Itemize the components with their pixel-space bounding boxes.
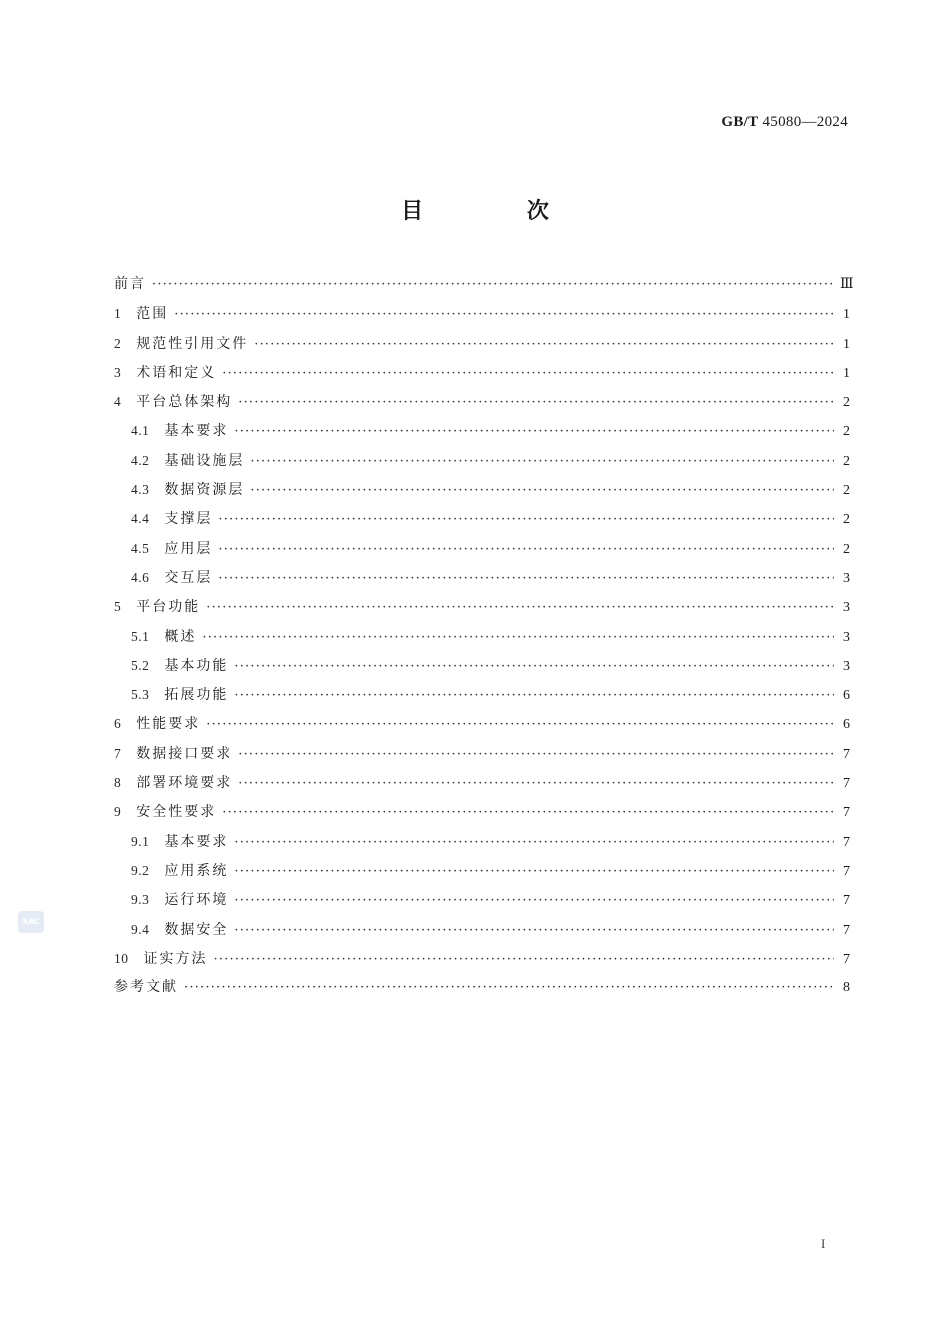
toc-dot-leader <box>250 447 834 476</box>
toc-entry-label: 部署环境要求 <box>136 775 233 792</box>
toc-entry-label: 数据资源层 <box>164 482 245 499</box>
toc-entry-number: 9.2 <box>131 862 150 878</box>
toc-entry-page: 7 <box>843 805 850 821</box>
toc-entry-page: 7 <box>843 863 850 879</box>
toc-dot-leader <box>174 300 834 329</box>
toc-entry[interactable] <box>114 651 850 680</box>
toc-entry-page: 6 <box>843 688 850 704</box>
toc-dot-leader <box>202 623 834 652</box>
toc-entry-page: 3 <box>843 629 850 645</box>
toc-entry-label: 前言 <box>114 276 146 292</box>
toc-entry-number: 4.4 <box>131 511 150 527</box>
toc-entry-number: 4.2 <box>131 452 150 468</box>
toc-entry-number: 9.1 <box>131 833 150 849</box>
toc-entry-number: 8 <box>114 775 122 791</box>
toc-entry-page: 2 <box>843 453 850 469</box>
toc-entry-number: 5.2 <box>131 657 150 673</box>
toc-dot-leader <box>238 740 834 769</box>
toc-entry-label: 拓展功能 <box>164 687 229 704</box>
toc-entry-label: 基本要求 <box>164 423 229 440</box>
toc-dot-leader <box>152 270 834 299</box>
sac-logo-watermark: SAC <box>18 911 44 933</box>
toc-entry-number: 4.1 <box>131 423 150 439</box>
toc-dot-leader <box>218 535 834 564</box>
toc-entry[interactable] <box>114 504 850 533</box>
toc-entry[interactable] <box>114 416 850 445</box>
toc-entry-number: 1 <box>114 306 122 322</box>
toc-entry-number: 4.5 <box>131 540 150 556</box>
toc-entry[interactable] <box>114 827 850 856</box>
toc-entry-label: 安全性要求 <box>136 804 217 821</box>
toc-entry[interactable] <box>114 885 850 914</box>
toc-dot-leader <box>218 564 834 593</box>
toc-dot-leader <box>234 417 834 446</box>
toc-entry[interactable] <box>114 534 850 563</box>
toc-entry[interactable] <box>114 622 850 651</box>
toc-entry-number: 10 <box>114 950 129 966</box>
toc-entry-label: 证实方法 <box>143 950 208 967</box>
toc-entry-label: 术语和定义 <box>136 364 217 381</box>
toc-entry-label: 基本功能 <box>164 657 229 674</box>
toc-entry-page: 2 <box>843 395 850 411</box>
toc-entry-number: 2 <box>114 335 122 351</box>
toc-entry-label: 数据安全 <box>164 921 229 938</box>
toc-entry-label: 运行环境 <box>164 892 229 909</box>
toc-entry-label: 支撑层 <box>164 511 213 528</box>
toc-entry-page: 7 <box>843 834 850 850</box>
toc-entry-number: 4.3 <box>131 482 150 498</box>
toc-dot-leader <box>222 798 834 827</box>
standard-prefix: GB/T <box>721 114 759 130</box>
standard-number: 45080—2024 <box>762 114 848 130</box>
toc-entry-number: 6 <box>114 716 122 732</box>
toc-entry-number: 5 <box>114 599 122 615</box>
toc-entry-page: Ⅲ <box>840 277 854 292</box>
toc-entry-label: 性能要求 <box>136 716 201 733</box>
toc-dot-leader <box>206 710 834 739</box>
toc-entry-number: 3 <box>114 364 122 380</box>
toc-entry-page: 1 <box>843 336 850 352</box>
toc-entry[interactable] <box>114 475 850 504</box>
toc-entry-page: 6 <box>843 717 850 733</box>
toc-dot-leader <box>222 359 834 388</box>
toc-dot-leader <box>206 593 834 622</box>
toc-entry[interactable] <box>114 270 854 299</box>
toc-entry-page: 3 <box>843 658 850 674</box>
toc-entry-page: 7 <box>843 776 850 792</box>
toc-dot-leader <box>234 652 834 681</box>
toc-entry[interactable] <box>114 709 850 738</box>
toc-entry[interactable] <box>114 358 850 387</box>
toc-entry-page: 1 <box>843 307 850 323</box>
toc-entry[interactable] <box>114 592 850 621</box>
toc-entry-page: 7 <box>843 746 850 762</box>
toc-entry-page: 7 <box>843 951 850 967</box>
toc-entry-page: 2 <box>843 541 850 557</box>
toc-entry[interactable] <box>114 299 850 328</box>
toc-entry-label: 规范性引用文件 <box>136 335 249 352</box>
toc-entry-page: 1 <box>843 365 850 381</box>
toc-entry[interactable] <box>114 944 850 973</box>
toc-dot-leader <box>234 857 834 886</box>
toc-entry[interactable] <box>114 856 850 885</box>
toc-entry-label: 交互层 <box>164 569 213 586</box>
toc-dot-leader <box>234 916 834 945</box>
toc-entry-number: 5.1 <box>131 628 150 644</box>
toc-entry[interactable] <box>114 680 850 709</box>
toc-dot-leader <box>184 973 834 1002</box>
toc-entry[interactable] <box>114 739 850 768</box>
toc-entry-label: 应用系统 <box>164 862 229 879</box>
toc-entry-number: 7 <box>114 745 122 761</box>
toc-entry-label: 平台总体架构 <box>136 394 233 411</box>
toc-entry-page: 8 <box>843 980 850 996</box>
toc-entry[interactable] <box>114 329 850 358</box>
toc-entry-label: 参考文献 <box>114 979 178 996</box>
toc-entry-page: 2 <box>843 424 850 440</box>
toc-entry[interactable] <box>114 797 850 826</box>
toc-entry-page: 3 <box>843 570 850 586</box>
toc-entry-number: 9 <box>114 804 122 820</box>
table-of-contents <box>114 270 854 1002</box>
toc-dot-leader <box>250 476 834 505</box>
toc-entry-page: 7 <box>843 893 850 909</box>
toc-dot-leader <box>234 828 834 857</box>
toc-dot-leader <box>238 388 834 417</box>
toc-dot-leader <box>254 330 834 359</box>
toc-entry-page: 2 <box>843 483 850 499</box>
toc-dot-leader <box>218 505 834 534</box>
toc-entry[interactable] <box>114 446 850 475</box>
toc-entry-label: 应用层 <box>164 540 213 557</box>
document-code <box>721 114 848 131</box>
toc-entry-page: 2 <box>843 512 850 528</box>
toc-dot-leader <box>234 886 834 915</box>
toc-entry-number: 9.4 <box>131 921 150 937</box>
toc-entry-page: 3 <box>843 600 850 616</box>
toc-entry-number: 9.3 <box>131 892 150 908</box>
toc-entry-label: 基本要求 <box>164 833 229 850</box>
toc-entry-label: 范围 <box>136 306 169 323</box>
toc-dot-leader <box>234 681 834 710</box>
page-title: 目 次 <box>401 199 597 224</box>
toc-entry-number: 5.3 <box>131 687 150 703</box>
toc-entry-page: 7 <box>843 922 850 938</box>
toc-entry-number: 4.6 <box>131 569 150 585</box>
toc-entry-label: 平台功能 <box>136 599 201 616</box>
toc-entry[interactable] <box>114 563 850 592</box>
page-number: I <box>821 1236 826 1251</box>
toc-entry-label: 数据接口要求 <box>136 745 233 762</box>
toc-entry[interactable] <box>114 973 850 1002</box>
toc-entry-label: 基础设施层 <box>164 452 245 469</box>
toc-dot-leader <box>238 769 834 798</box>
toc-entry[interactable] <box>114 387 850 416</box>
toc-entry-label: 概述 <box>164 628 197 645</box>
toc-entry[interactable] <box>114 915 850 944</box>
toc-dot-leader <box>214 945 835 974</box>
toc-entry-number: 4 <box>114 394 122 410</box>
toc-entry[interactable] <box>114 768 850 797</box>
